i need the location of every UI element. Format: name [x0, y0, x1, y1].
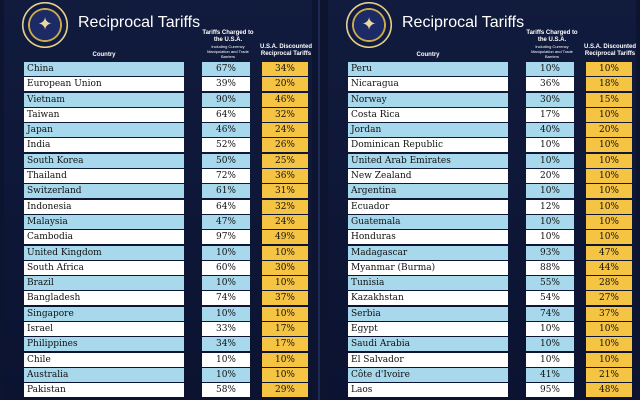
country-cell: Dominican Republic [348, 138, 508, 152]
tariff-charged-cell: 10% [526, 184, 574, 198]
tariff-charged-cell: 34% [202, 337, 250, 351]
country-cell: United Arab Emirates [348, 154, 508, 168]
discounted-tariff-cell: 10% [262, 276, 308, 290]
header-tariffs-charged-note: Including Currency Manipulation and Trade Barriers [207, 44, 249, 59]
table-row [348, 322, 636, 337]
table-row [348, 108, 636, 123]
discounted-tariff-cell: 10% [262, 246, 308, 260]
discounted-tariff-cell: 10% [586, 200, 632, 214]
table-row [24, 307, 312, 322]
discounted-tariff-cell: 25% [262, 154, 308, 168]
table-row [24, 230, 312, 245]
country-cell: Singapore [24, 307, 184, 321]
discounted-tariff-cell: 37% [262, 291, 308, 305]
table-row [24, 353, 312, 368]
discounted-tariff-cell: 37% [586, 307, 632, 321]
discounted-tariff-cell: 30% [262, 261, 308, 275]
table-row [348, 123, 636, 138]
discounted-tariff-cell: 34% [262, 62, 308, 76]
country-cell: Madagascar [348, 246, 508, 260]
tariff-charged-cell: 12% [526, 200, 574, 214]
discounted-tariff-cell: 32% [262, 200, 308, 214]
discounted-tariff-cell: 47% [586, 246, 632, 260]
country-cell: Taiwan [24, 108, 184, 122]
tariff-charged-cell: 10% [526, 322, 574, 336]
discounted-tariff-cell: 20% [586, 123, 632, 137]
table-row [348, 215, 636, 230]
discounted-tariff-cell: 10% [586, 154, 632, 168]
tariff-table-right [348, 62, 636, 399]
tariff-charged-cell: 97% [202, 230, 250, 244]
header-tariffs-charged [524, 30, 580, 59]
tariff-charged-cell: 46% [202, 123, 250, 137]
tariff-charged-cell: 41% [526, 368, 574, 382]
country-cell: Jordan [348, 123, 508, 137]
header-discounted: U.S.A. Discounted Reciprocal Tariffs [259, 44, 312, 57]
page-title: Reciprocal Tariffs [402, 14, 525, 31]
tariff-charged-cell: 67% [202, 62, 250, 76]
tariff-charged-cell: 10% [526, 154, 574, 168]
table-row [348, 154, 636, 169]
discounted-tariff-cell: 10% [586, 215, 632, 229]
table-row [348, 93, 636, 108]
table-row [24, 93, 312, 108]
country-cell: Argentina [348, 184, 508, 198]
tariff-charged-cell: 30% [526, 93, 574, 107]
country-cell: Saudi Arabia [348, 337, 508, 351]
table-row [348, 77, 636, 92]
tariff-charged-cell: 64% [202, 108, 250, 122]
table-row [24, 169, 312, 184]
country-cell: Thailand [24, 169, 184, 183]
country-cell: Bangladesh [24, 291, 184, 305]
country-cell: Cambodia [24, 230, 184, 244]
country-cell: Vietnam [24, 93, 184, 107]
country-cell: Nicaragua [348, 77, 508, 91]
discounted-tariff-cell: 32% [262, 108, 308, 122]
table-row [24, 276, 312, 291]
discounted-tariff-cell: 17% [262, 337, 308, 351]
table-row [24, 108, 312, 123]
tariff-charged-cell: 10% [526, 138, 574, 152]
country-cell: Switzerland [24, 184, 184, 198]
country-cell: El Salvador [348, 353, 508, 367]
table-row [348, 368, 636, 383]
table-row [24, 337, 312, 352]
discounted-tariff-cell: 44% [586, 261, 632, 275]
tariff-charged-cell: 10% [202, 307, 250, 321]
tariff-charged-cell: 74% [202, 291, 250, 305]
country-cell: Peru [348, 62, 508, 76]
tariff-charged-cell: 58% [202, 383, 250, 397]
tariff-charged-cell: 10% [526, 353, 574, 367]
discounted-tariff-cell: 10% [586, 322, 632, 336]
discounted-tariff-cell: 21% [586, 368, 632, 382]
tariff-charged-cell: 54% [526, 291, 574, 305]
header-tariffs-charged-note: Including Currency Manipulation and Trade Barriers [531, 44, 573, 59]
tariff-charged-cell: 10% [202, 368, 250, 382]
table-row [348, 200, 636, 215]
country-cell: India [24, 138, 184, 152]
country-cell: Myanmar (Burma) [348, 261, 508, 275]
discounted-tariff-cell: 24% [262, 123, 308, 137]
discounted-tariff-cell: 10% [586, 353, 632, 367]
discounted-tariff-cell: 24% [262, 215, 308, 229]
discounted-tariff-cell: 36% [262, 169, 308, 183]
header-tariffs-charged [200, 30, 256, 59]
country-cell: Norway [348, 93, 508, 107]
table-row [24, 138, 312, 153]
country-cell: Kazakhstan [348, 291, 508, 305]
panel-divider [318, 0, 320, 400]
tariff-charged-cell: 40% [526, 123, 574, 137]
table-row [24, 291, 312, 306]
table-row [24, 261, 312, 276]
country-cell: Japan [24, 123, 184, 137]
country-cell: Costa Rica [348, 108, 508, 122]
discounted-tariff-cell: 20% [262, 77, 308, 91]
tariff-charged-cell: 47% [202, 215, 250, 229]
tariff-charged-cell: 55% [526, 276, 574, 290]
table-row [24, 368, 312, 383]
tariff-charged-cell: 10% [202, 353, 250, 367]
tariff-charged-cell: 17% [526, 108, 574, 122]
table-row [348, 230, 636, 245]
country-cell: South Korea [24, 154, 184, 168]
country-cell: Australia [24, 368, 184, 382]
country-cell: Honduras [348, 230, 508, 244]
tariff-table-left [24, 62, 312, 399]
table-row [24, 383, 312, 398]
page-title: Reciprocal Tariffs [78, 14, 201, 31]
discounted-tariff-cell: 10% [586, 169, 632, 183]
country-cell: Côte d'Ivoire [348, 368, 508, 382]
country-cell: South Africa [24, 261, 184, 275]
table-row [348, 353, 636, 368]
table-row [348, 337, 636, 352]
tariff-charged-cell: 72% [202, 169, 250, 183]
table-row [348, 291, 636, 306]
discounted-tariff-cell: 15% [586, 93, 632, 107]
country-cell: Philippines [24, 337, 184, 351]
table-row [348, 184, 636, 199]
discounted-tariff-cell: 10% [262, 307, 308, 321]
discounted-tariff-cell: 10% [586, 62, 632, 76]
discounted-tariff-cell: 27% [586, 291, 632, 305]
tariff-charged-cell: 10% [202, 276, 250, 290]
country-cell: Serbia [348, 307, 508, 321]
tariff-charged-cell: 52% [202, 138, 250, 152]
tariff-charged-cell: 60% [202, 261, 250, 275]
country-cell: Israel [24, 322, 184, 336]
discounted-tariff-cell: 48% [586, 383, 632, 397]
country-cell: Chile [24, 353, 184, 367]
right-panel [328, 0, 636, 400]
country-cell: Indonesia [24, 200, 184, 214]
tariff-charged-cell: 39% [202, 77, 250, 91]
discounted-tariff-cell: 10% [586, 108, 632, 122]
country-cell: Ecuador [348, 200, 508, 214]
header-discounted: U.S.A. Discounted Reciprocal Tariffs [583, 44, 636, 57]
discounted-tariff-cell: 10% [586, 184, 632, 198]
tariff-charged-cell: 50% [202, 154, 250, 168]
country-cell: Brazil [24, 276, 184, 290]
tariff-charged-cell: 95% [526, 383, 574, 397]
discounted-tariff-cell: 46% [262, 93, 308, 107]
country-cell: Laos [348, 383, 508, 397]
tariff-charged-cell: 33% [202, 322, 250, 336]
header-country: Country [92, 52, 116, 58]
tariff-charged-cell: 93% [526, 246, 574, 260]
tariff-charged-cell: 10% [526, 230, 574, 244]
tariff-charged-cell: 64% [202, 200, 250, 214]
table-row [348, 307, 636, 322]
left-panel [4, 0, 312, 400]
discounted-tariff-cell: 17% [262, 322, 308, 336]
discounted-tariff-cell: 10% [586, 337, 632, 351]
table-row [24, 123, 312, 138]
discounted-tariff-cell: 10% [262, 368, 308, 382]
tariff-charged-cell: 10% [526, 62, 574, 76]
discounted-tariff-cell: 10% [586, 230, 632, 244]
tariff-charged-cell: 20% [526, 169, 574, 183]
discounted-tariff-cell: 10% [586, 138, 632, 152]
discounted-tariff-cell: 29% [262, 383, 308, 397]
presidential-seal-icon: ✦ [346, 2, 392, 48]
country-cell: New Zealand [348, 169, 508, 183]
header-tariffs-charged-label: Tariffs Charged to the U.S.A. [526, 30, 578, 43]
discounted-tariff-cell: 18% [586, 77, 632, 91]
presidential-seal-icon: ✦ [22, 2, 68, 48]
country-cell: United Kingdom [24, 246, 184, 260]
table-row [24, 77, 312, 92]
tariff-charged-cell: 10% [526, 215, 574, 229]
country-cell: Pakistan [24, 383, 184, 397]
country-cell: European Union [24, 77, 184, 91]
discounted-tariff-cell: 10% [262, 353, 308, 367]
table-row [24, 246, 312, 261]
tariff-charged-cell: 10% [202, 246, 250, 260]
header-country: Country [416, 52, 440, 58]
tariff-charged-cell: 88% [526, 261, 574, 275]
discounted-tariff-cell: 26% [262, 138, 308, 152]
discounted-tariff-cell: 28% [586, 276, 632, 290]
table-row [24, 184, 312, 199]
table-row [348, 138, 636, 153]
country-cell: Guatemala [348, 215, 508, 229]
country-cell: Malaysia [24, 215, 184, 229]
table-row [348, 276, 636, 291]
tariff-charged-cell: 61% [202, 184, 250, 198]
table-row [24, 200, 312, 215]
tariff-charged-cell: 10% [526, 337, 574, 351]
table-row [348, 169, 636, 184]
table-row [24, 154, 312, 169]
country-cell: Egypt [348, 322, 508, 336]
table-row [348, 261, 636, 276]
discounted-tariff-cell: 49% [262, 230, 308, 244]
table-row [348, 62, 636, 77]
tariff-charged-cell: 90% [202, 93, 250, 107]
country-cell: Tunisia [348, 276, 508, 290]
country-cell: China [24, 62, 184, 76]
tariff-charged-cell: 74% [526, 307, 574, 321]
table-row [24, 215, 312, 230]
table-row [24, 322, 312, 337]
table-row [348, 383, 636, 398]
header-tariffs-charged-label: Tariffs Charged to the U.S.A. [202, 30, 254, 43]
table-row [348, 246, 636, 261]
tariff-charged-cell: 36% [526, 77, 574, 91]
discounted-tariff-cell: 31% [262, 184, 308, 198]
table-row [24, 62, 312, 77]
